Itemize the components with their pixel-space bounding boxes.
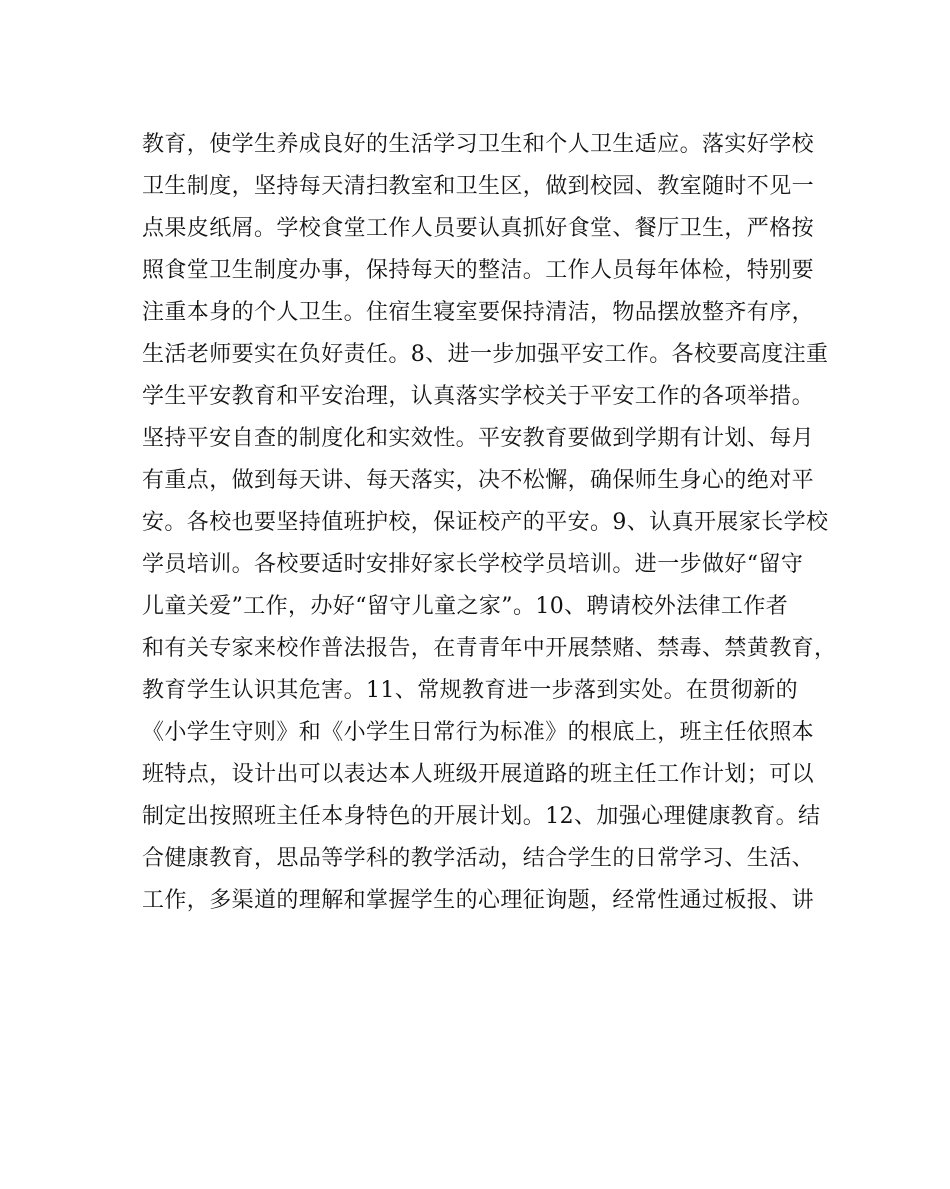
text-line: 照食堂卫生制度办事，保持每天的整洁。工作人员每年体检，特别要: [142, 258, 815, 283]
text-line: 有重点，做到每天讲、每天落实，决不松懈，确保师生身心的绝对平: [142, 468, 815, 493]
text-line: 安。各校也要坚持值班护校，保证校产的平安。9、认真开展家长学校: [142, 510, 829, 535]
text-line: 班特点，设计出可以表达本人班级开展道路的班主任工作计划；可以: [142, 762, 815, 787]
text-line: 教育学生认识其危害。11、常规教育进一步落到实处。在贯彻新的: [142, 678, 798, 703]
text-line: 合健康教育，思品等学科的教学活动，结合学生的日常学习、生活、: [142, 846, 815, 871]
body-text: [142, 124, 837, 922]
text-line: 学生平安教育和平安治理，认真落实学校关于平安工作的各项举措。: [142, 384, 815, 409]
text-line: 教育，使学生养成良好的生活学习卫生和个人卫生适应。落实好学校: [142, 132, 815, 157]
text-line: 制定出按照班主任本身特色的开展计划。12、加强心理健康教育。结: [142, 804, 821, 829]
text-line: 点果皮纸屑。学校食堂工作人员要认真抓好食堂、餐厅卫生，严格按: [142, 216, 815, 241]
text-line: 儿童关爱”工作，办好“留守儿童之家”。10、聘请校外法律工作者: [142, 594, 789, 619]
text-line: 坚持平安自查的制度化和实效性。平安教育要做到学期有计划、每月: [142, 426, 815, 451]
text-line: 《小学生守则》和《小学生日常行为标准》的根底上，班主任依照本: [142, 720, 815, 745]
text-line: 卫生制度，坚持每天清扫教室和卫生区，做到校园、教室随时不见一: [142, 174, 815, 199]
text-line: 和有关专家来校作普法报告，在青青年中开展禁赌、禁毒、禁黄教育，: [142, 636, 837, 661]
text-line: 注重本身的个人卫生。住宿生寝室要保持清洁，物品摆放整齐有序，: [142, 300, 815, 325]
text-line: 工作，多渠道的理解和掌握学生的心理征询题，经常性通过板报、讲: [142, 888, 815, 913]
text-line: 生活老师要实在负好责任。8、进一步加强平安工作。各校要高度注重: [142, 342, 829, 367]
text-line: 学员培训。各校要适时安排好家长学校学员培训。进一步做好“留守: [142, 552, 804, 577]
